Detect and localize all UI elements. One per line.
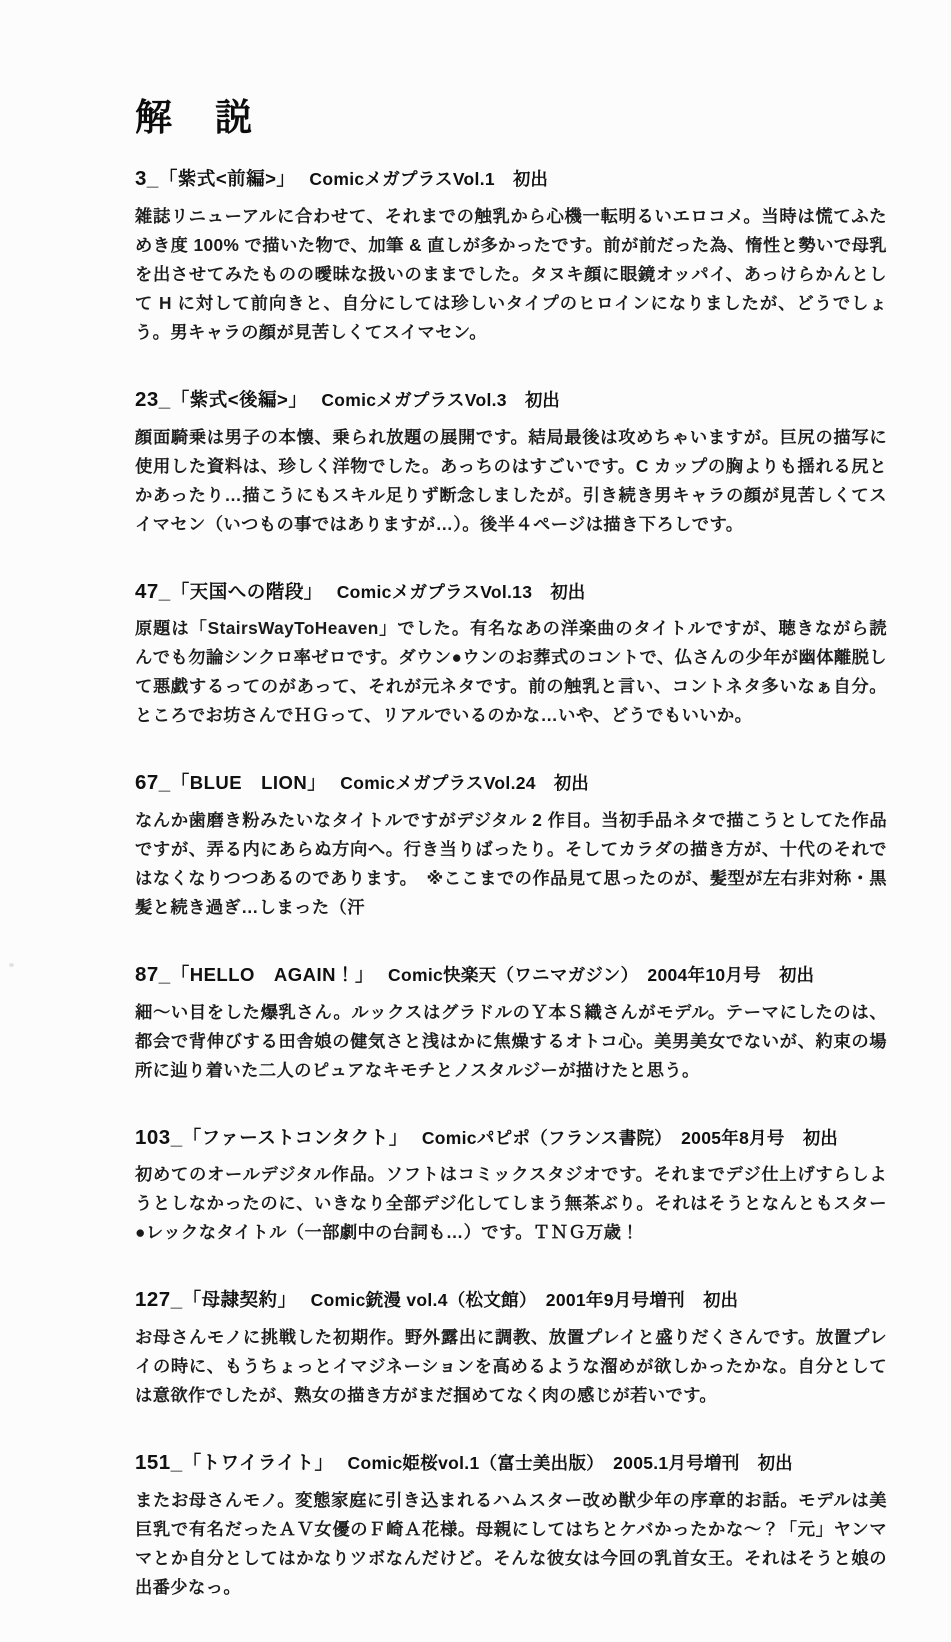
entry-first-publication-label: 初出 xyxy=(512,169,548,190)
entry-commentary-text: 原題は「StairsWayToHeaven」でした。有名なあの洋楽曲のタイトルですが、聴きながら読んでも勿論シンクロ率ゼロです。ダウン●ウンのお葬式のコントで、仏さんの少年が幽体離脱して悪戯するってのがあって、それが元ネタです。前の触乳と言い、コントネタ多いなぁ自分。ところでお坊さんでＨＧって、リアルでいるのかな…いや、どうでもいいか。 xyxy=(135,618,887,726)
entry-page-number: 3_ xyxy=(135,167,159,191)
entry-commentary-text: 雑誌リニューアルに合わせて、それまでの触乳から心機一転明るいエロコメ。当時は慌てふためき度 100% で描いた物で、加筆 & 直しが多かったです。前が前だった為、惰性と勢いで母乳を出させてみたものの曖昧な扱いのままでした。タヌキ顔に眼鏡オッパイ、あっけらかんとして H に対して前向きと、自分にしては珍しいタイプのヒロインになりましたが、どうでしょう。男キャラの顔が見苦しくてスイマセン。 xyxy=(135,206,887,343)
entry-title: 「トワイライト」 xyxy=(182,1451,334,1473)
entry-source: Comicパピポ（フランス書院） 2005年8月号 xyxy=(421,1127,785,1148)
entry-page-number: 47_ xyxy=(135,579,171,603)
entry-heading xyxy=(135,1450,887,1477)
entry-title: 「紫式<前編>」 xyxy=(158,168,296,190)
commentary-entry xyxy=(135,1287,887,1410)
scan-speck xyxy=(9,963,14,967)
entry-source: ComicメガプラスVol.1 xyxy=(309,169,495,190)
entry-page-number: 127_ xyxy=(135,1288,183,1312)
entry-title: 「HELLO AGAIN！」 xyxy=(170,963,375,985)
entry-heading xyxy=(135,1287,887,1314)
entry-title: 「紫式<後編>」 xyxy=(170,389,308,411)
entry-first-publication-label: 初出 xyxy=(524,390,560,411)
entry-first-publication-label: 初出 xyxy=(702,1290,738,1311)
entry-heading xyxy=(135,1125,887,1152)
entry-commentary-text: 顔面騎乗は男子の本懐、乗られ放題の展開です。結局最後は攻めちゃいますが。巨尻の描写に使用した資料は、珍しく洋物でした。あっちのはすごいです。C カップの胸よりも揺れる尻とかあったり…描こうにもスキル足りず断念しましたが。引き続き男キャラの顔が見苦しくてスイマセン（いつもの事ではありますが…）。後半４ページは描き下ろしです。 xyxy=(135,426,887,534)
entry-source: ComicメガプラスVol.13 xyxy=(336,581,533,602)
entry-commentary-text: 初めてのオールデジタル作品。ソフトはコミックスタジオです。それまでデジ仕上げすらしようとしなかったのに、いきなり全部デジ化してしまう無茶ぶり。それはそうとなんともスター●レックなタイトル（一部劇中の台詞も…）です。ＴＮＧ万歳！ xyxy=(135,1164,887,1243)
entry-source: Comic銃漫 vol.4（松文館） 2001年9月号増刊 xyxy=(310,1290,685,1311)
commentary-entry xyxy=(135,962,887,1085)
entry-commentary-text: お母さんモノに挑戦した初期作。野外露出に調教、放置プレイと盛りだくさんです。放置プレイの時に、もうちょっとイマジネーションを高めるような溜めが欲しかったかな。自分としては意欲作でしたが、熟女の描き方がまだ掴めてなく肉の感じが若いです。 xyxy=(135,1326,887,1405)
entry-first-publication-label: 初出 xyxy=(802,1127,838,1148)
entry-page-number: 23_ xyxy=(135,388,171,412)
entry-source: Comic快楽天（ワニマガジン） 2004年10月号 xyxy=(388,964,762,985)
entry-commentary-text: 細〜い目をした爆乳さん。ルックスはグラドルのＹ本Ｓ織さんがモデル。テーマにしたのは、都会で背伸びする田舎娘の健気さと浅はかに焦燥するオトコ心。美男美女でないが、約束の場所に辿り着いた二人のピュアなキモチとノスタルジーが描けたと思う。 xyxy=(135,1001,887,1080)
entry-page-number: 87_ xyxy=(135,962,171,986)
entry-heading xyxy=(135,770,887,797)
entry-source: Comic姫桜vol.1（富士美出版） 2005.1月号増刊 xyxy=(347,1452,740,1473)
entry-title: 「ファーストコンタクト」 xyxy=(182,1126,408,1148)
entry-title: 「天国への階段」 xyxy=(170,580,323,602)
commentary-entry xyxy=(135,579,887,731)
entry-page-number: 151_ xyxy=(135,1450,183,1474)
entry-heading xyxy=(135,166,887,193)
page-title: 解 説 xyxy=(135,97,255,138)
entry-source: ComicメガプラスVol.24 xyxy=(340,773,536,794)
entry-commentary-text: またお母さんモノ。変態家庭に引き込まれるハムスター改め獣少年の序章的お話。モデルは美巨乳で有名だったＡＶ女優のＦ崎Ａ花様。母親にしてはちとケバかったかな〜？「元」ヤンママとか自分としてはかなりツボなんだけど。そんな彼女は今回の乳首女王。それはそうと娘の出番少なっ。 xyxy=(135,1489,887,1597)
entry-page-number: 67_ xyxy=(135,771,171,795)
entry-heading xyxy=(135,387,887,414)
entry-first-publication-label: 初出 xyxy=(757,1452,793,1473)
entry-title: 「BLUE LION」 xyxy=(170,772,327,794)
entry-page-number: 103_ xyxy=(135,1125,183,1149)
entry-commentary-text: なんか歯磨き粉みたいなタイトルですがデジタル 2 作目。当初手品ネタで描こうとしてた作品ですが、弄る内にあらぬ方向へ。行き当りばったり。そしてカラダの描き方が、十代のそれではなくなりつつあるのであります。 ※ここまでの作品見て思ったのが、髪型が左右非対称・黒髪と続き過ぎ…しまった（汗 xyxy=(135,809,887,917)
entry-source: ComicメガプラスVol.3 xyxy=(321,390,507,411)
entry-first-publication-label: 初出 xyxy=(550,581,586,602)
commentary-entry xyxy=(135,1450,887,1602)
commentary-entry xyxy=(135,770,887,922)
entry-heading xyxy=(135,579,887,606)
commentary-entry xyxy=(135,166,887,347)
commentary-entry xyxy=(135,1125,887,1248)
entry-first-publication-label: 初出 xyxy=(779,964,815,985)
entry-first-publication-label: 初出 xyxy=(553,773,589,794)
entry-heading xyxy=(135,962,887,989)
commentary-entry xyxy=(135,387,887,539)
entry-title: 「母隷契約」 xyxy=(182,1289,297,1311)
commentary-page xyxy=(135,96,887,1642)
